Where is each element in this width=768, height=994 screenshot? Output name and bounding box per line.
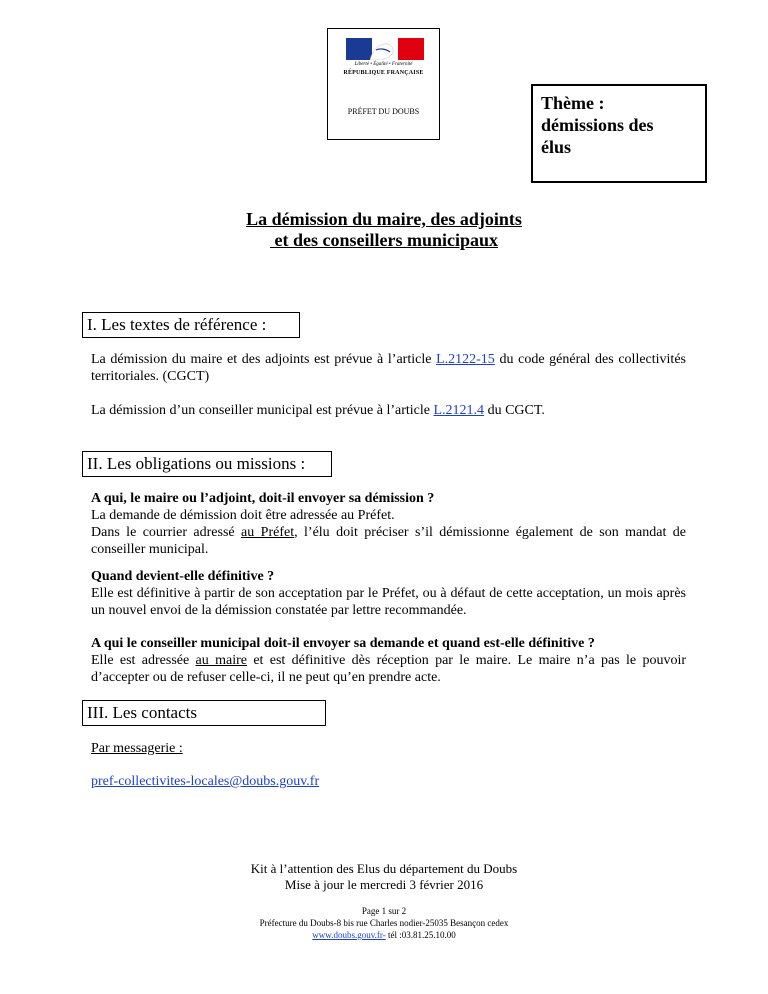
contact-email-link[interactable]: pref-collectivites-locales@doubs.gouv.fr xyxy=(91,774,320,789)
section-2-block-3 xyxy=(91,635,686,686)
footer-small xyxy=(0,905,768,941)
title-line-2: et des conseillers municipaux xyxy=(270,230,498,250)
section-1-p2-text-a: La démission d’un conseiller municipal est prévue à l’article xyxy=(91,403,434,418)
section-2-heading: II. Les obligations ou missions : xyxy=(82,451,332,477)
q1-l2-text-a: Dans le courrier adressé xyxy=(91,525,242,540)
section-1-paragraph-2 xyxy=(91,402,686,419)
q1-l2-underlined: au Préfet xyxy=(241,525,295,540)
theme-box xyxy=(531,84,707,183)
question-1-line-1: La demande de démission doit être adressée au Préfet. xyxy=(91,508,395,523)
title-line-1: La démission du maire, des adjoints xyxy=(246,209,522,229)
messagerie-label: Par messagerie : xyxy=(91,741,183,756)
theme-line-2: démissions des xyxy=(541,115,654,135)
section-1-p1-text-a: La démission du maire et des adjoints est prévue à l’article xyxy=(91,352,437,367)
footer-kit: Kit à l’attention des Elus du département du Doubs xyxy=(250,861,518,876)
q3-underlined: au maire xyxy=(195,653,247,668)
section-3-heading: III. Les contacts xyxy=(82,700,326,726)
q3-text-a: Elle est adressée xyxy=(91,653,196,668)
section-1-p2-text-b: du CGCT. xyxy=(484,403,545,418)
link-l2122-15[interactable]: L.2122-15 xyxy=(436,352,495,367)
question-3: A qui le conseiller municipal doit-il envoyer sa demande et quand est-elle définitive ? xyxy=(91,636,595,651)
footer-contact-line xyxy=(0,929,768,941)
prefet-du-doubs-text: PRÉFET DU DOUBS xyxy=(347,107,420,116)
footer-page-number: Page 1 sur 2 xyxy=(361,906,407,916)
footer-update: Mise à jour le mercredi 3 février 2016 xyxy=(284,877,484,892)
footer-main xyxy=(0,861,768,893)
link-l2121-4[interactable]: L.2121.4 xyxy=(433,403,485,418)
theme-line-1: Thème : xyxy=(541,93,605,113)
section-1-p1-text-b: du code général des collectivités territoriales. (CGCT) xyxy=(91,352,686,384)
devise-text: Liberté • Égalité • Fraternité xyxy=(354,62,413,67)
document-title xyxy=(0,209,768,251)
section-1-paragraph-1 xyxy=(91,351,686,385)
question-1-line-2 xyxy=(91,524,686,558)
footer-phone: tél :03.81.25.10.00 xyxy=(385,930,456,940)
footer-website-link[interactable]: www.doubs.gouv.fr- xyxy=(312,930,386,940)
question-3-text xyxy=(91,652,686,686)
republique-francaise-text: RÉPUBLIQUE FRANÇAISE xyxy=(343,70,424,76)
q1-l2-text-b: , l’élu doit préciser s’il démissionne également de son mandat de conseiller municipal. xyxy=(91,525,686,557)
section-2-block-1 xyxy=(91,490,686,558)
question-2-text: Elle est définitive à partir de son acceptation par le Préfet, ou à défaut de cette acceptation, un mois après un nouvel envoi de la démission constatée par lettre recommandée. xyxy=(91,586,686,618)
question-2: Quand devient-elle définitive ? xyxy=(91,569,275,584)
marianne-flag-icon xyxy=(346,38,424,60)
section-1-heading: I. Les textes de référence : xyxy=(82,312,300,338)
section-2-block-2 xyxy=(91,568,686,619)
theme-line-3: élus xyxy=(541,137,572,157)
q3-text-b: et est définitive dès réception par le maire. Le maire n’a pas le pouvoir d’accepter ou de refuser celle-ci, il ne peut qu’en prendre acte. xyxy=(91,653,686,685)
footer-address: Préfecture du Doubs-8 bis rue Charles nodier-25035 Besançon cedex xyxy=(259,918,509,928)
prefecture-logo xyxy=(327,28,440,140)
question-1: A qui, le maire ou l’adjoint, doit-il envoyer sa démission ? xyxy=(91,491,435,506)
